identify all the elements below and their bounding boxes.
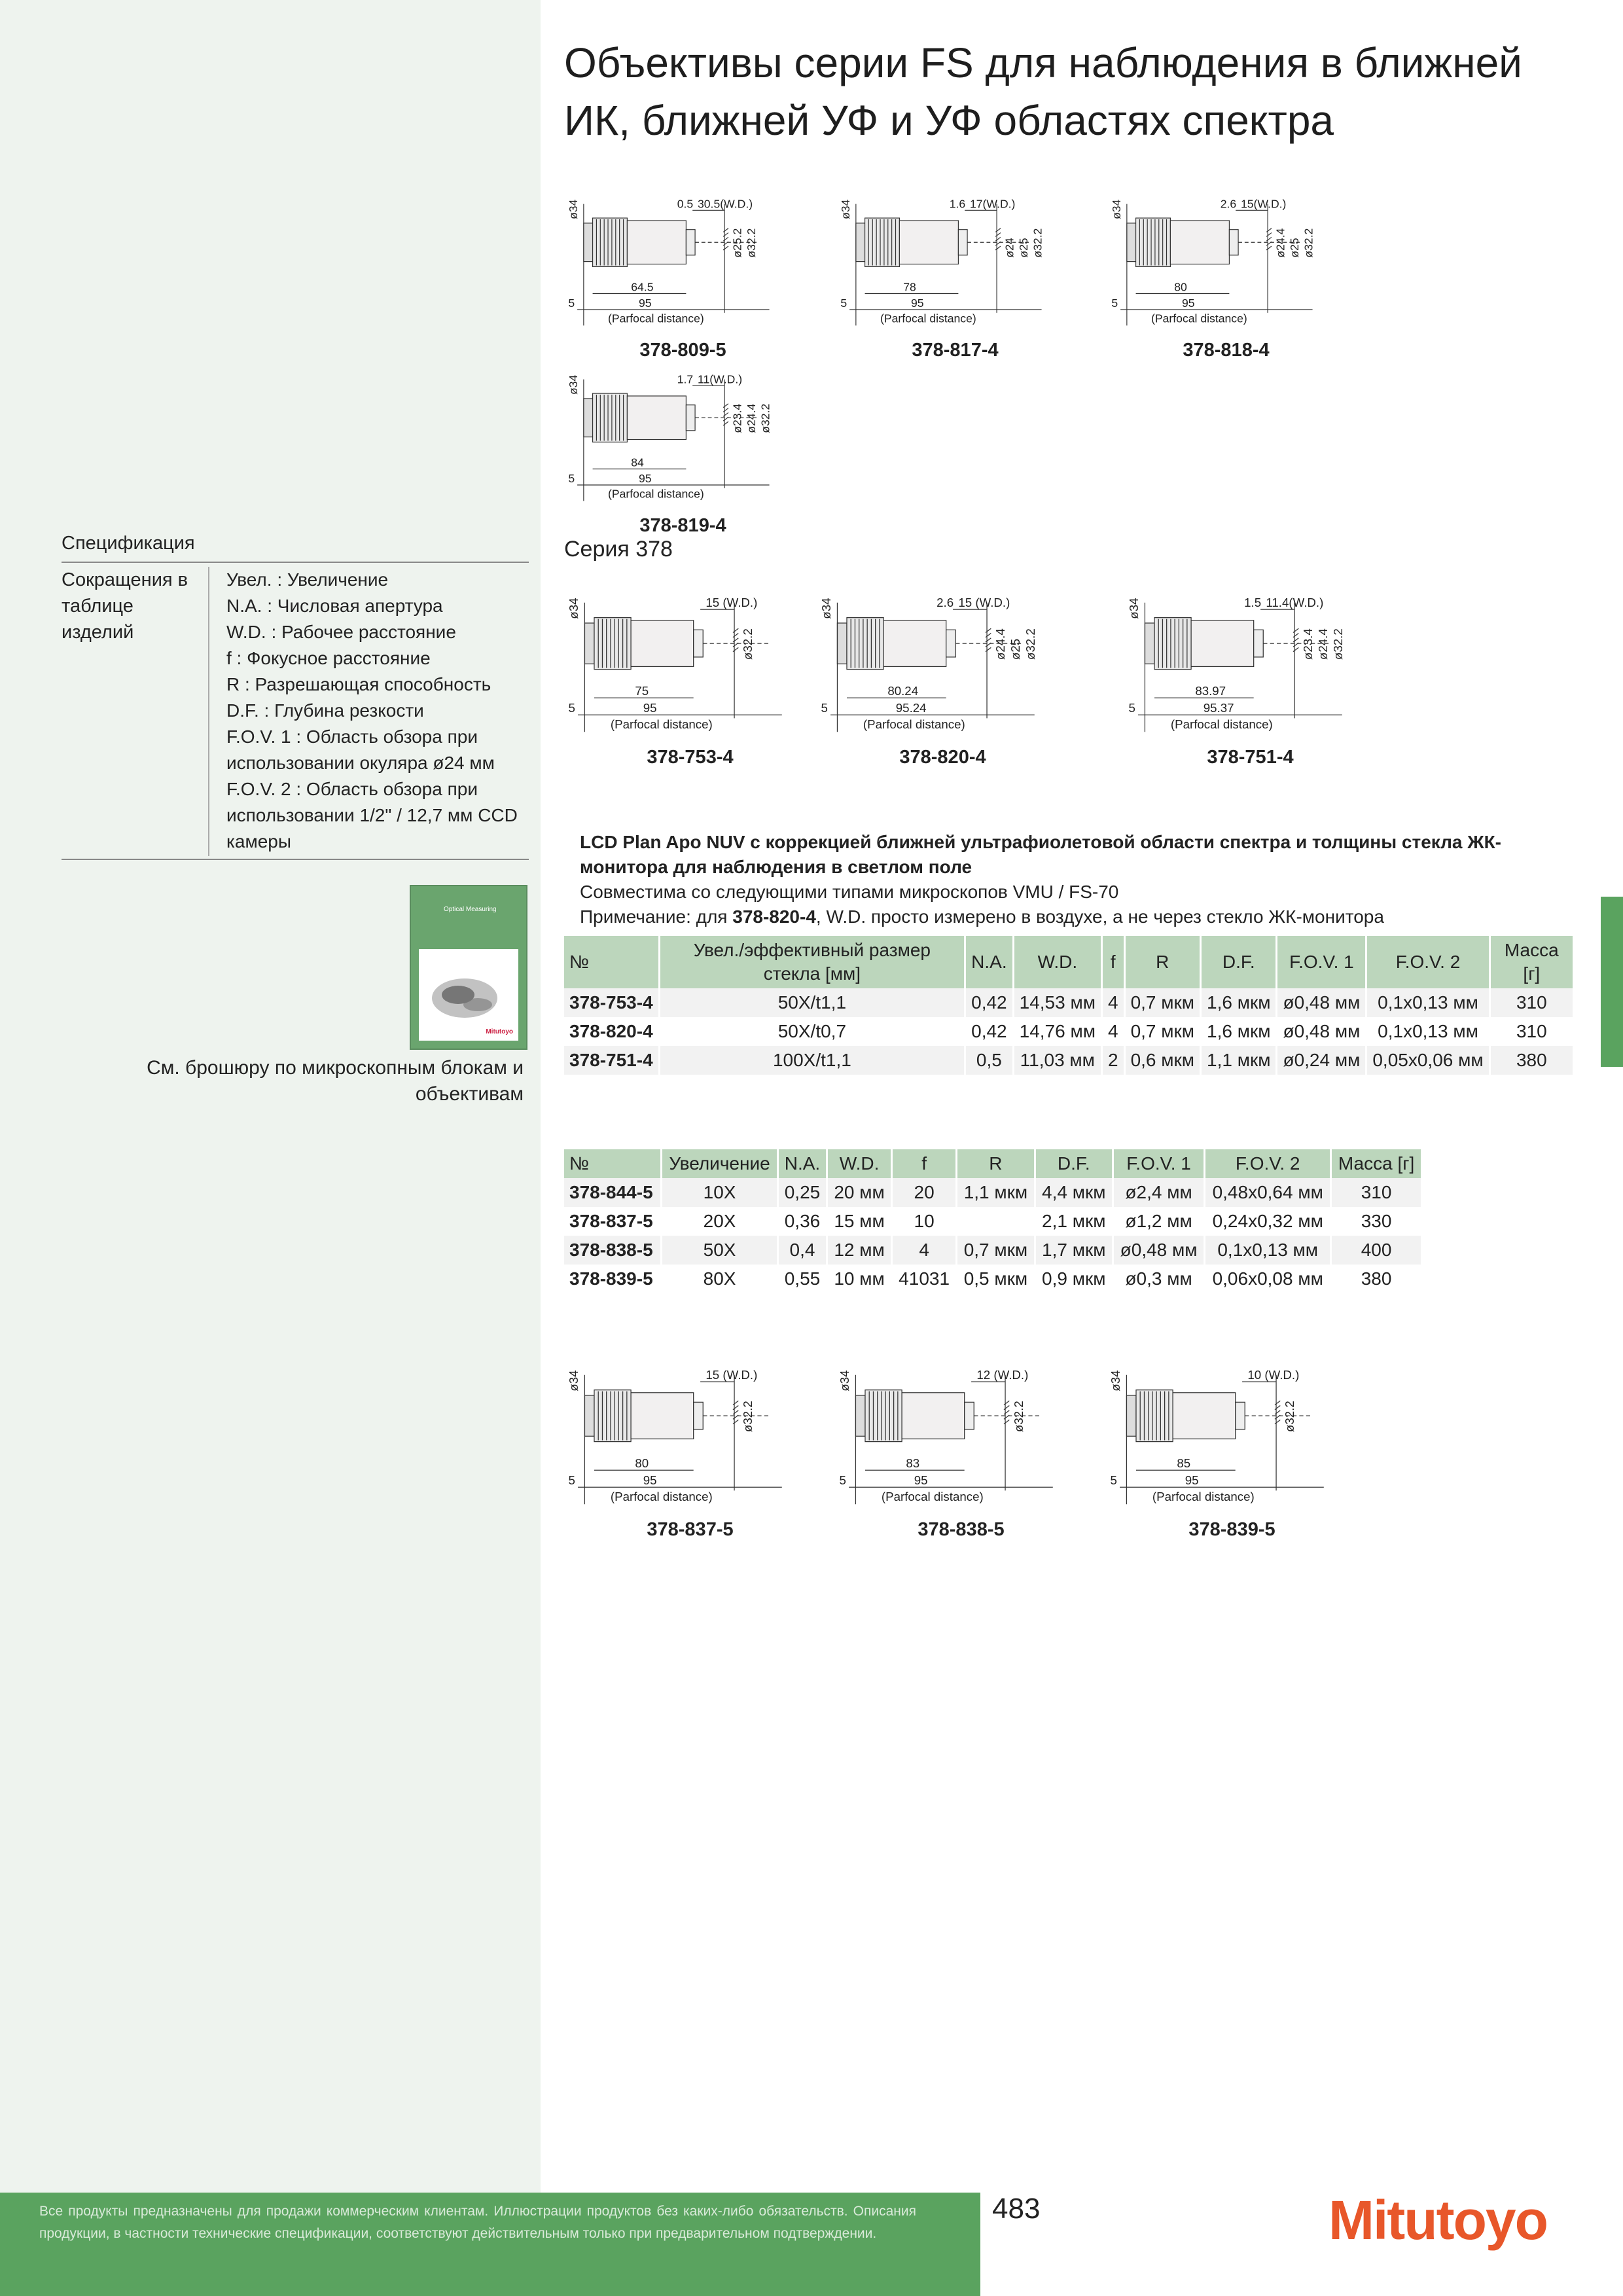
table-cell xyxy=(957,1207,1035,1236)
objective-model-label: 378-819-4 xyxy=(639,515,726,536)
notes-compat: Совместима со следующими типами микроскопов VMU / FS-70 xyxy=(580,882,1119,902)
inner-diameter-label: ø32.2 xyxy=(741,1401,755,1433)
objective-diagram xyxy=(836,191,1074,338)
working-distance-label: 15(W.D.) xyxy=(1241,197,1287,211)
inner-diameter-label: ø32.2 xyxy=(1031,228,1044,258)
table-cell: 378-820-4 xyxy=(564,1017,659,1046)
brochure-cover-title: Optical Measuring xyxy=(444,906,497,913)
table-cell: 378-839-5 xyxy=(564,1265,662,1293)
table-cell: 15 мм xyxy=(827,1207,892,1236)
objective-drawing xyxy=(1107,191,1345,338)
page-number: 483 xyxy=(992,2193,1041,2225)
inner-diameter-label: ø25 xyxy=(1017,238,1031,258)
table-cell: 380 xyxy=(1331,1265,1422,1293)
table-cell: 10 мм xyxy=(827,1265,892,1293)
inner-diameter-label: ø24.4 xyxy=(745,403,758,433)
parfocal-label: 95.37 xyxy=(1203,701,1234,715)
table-cell: 0,25 xyxy=(777,1178,827,1207)
shoulder-label: 5 xyxy=(821,701,828,715)
table-cell: 4,4 мкм xyxy=(1035,1178,1113,1207)
table-cell: 10 xyxy=(891,1207,956,1236)
inner-diameter-label: ø25 xyxy=(1008,638,1022,660)
table-cell: 0,1x0,13 мм xyxy=(1366,988,1489,1017)
diameter-label: ø34 xyxy=(1127,598,1141,619)
shoulder-label: 5 xyxy=(568,296,575,310)
table-cell: 4 xyxy=(1101,988,1124,1017)
length-label: 83.97 xyxy=(1195,684,1226,698)
notes-block xyxy=(580,830,1575,929)
table-cell: 0,4 xyxy=(777,1236,827,1265)
parfocal-distance-label: (Parfocal distance) xyxy=(610,717,713,732)
table-cell: 378-838-5 xyxy=(564,1236,662,1265)
footer-disclaimer: Все продукты предназначены для продажи коммерческим клиентам. Иллюстрации продуктов без каких-либо обязательств. Описания продукции, в частности технические спецификации, соответствуют действительным только при предварительном подтверждении. xyxy=(39,2204,916,2241)
objective-diagram xyxy=(1106,1361,1358,1518)
abbr-item: N.A. : Числовая апертура xyxy=(226,596,443,616)
objective-drawing xyxy=(1106,1361,1358,1518)
parfocal-distance-label: (Parfocal distance) xyxy=(1170,717,1273,732)
length-label: 84 xyxy=(631,456,644,469)
inner-diameter-label: ø32.2 xyxy=(758,403,772,433)
brochure-note: См. брошюру по микроскопным блокам и объективам xyxy=(147,1057,524,1105)
table-cell: ø0,3 мм xyxy=(1113,1265,1204,1293)
table-cell: 1,1 мкм xyxy=(957,1178,1035,1207)
shoulder-label: 5 xyxy=(1111,296,1118,310)
spec-divider xyxy=(62,562,529,563)
abbr-divider xyxy=(208,567,209,856)
objective-diagram xyxy=(1124,589,1376,745)
length-label: 75 xyxy=(635,684,649,698)
table-header-cell: Увеличение xyxy=(662,1149,778,1178)
offset-label: 2.6 xyxy=(936,596,954,610)
abbr-item: R : Разрешающая способность xyxy=(226,674,491,694)
spec-divider-bottom xyxy=(62,859,529,860)
table-cell: 0,1x0,13 мм xyxy=(1205,1236,1331,1265)
table-header-cell: f xyxy=(891,1149,956,1178)
notes-remark-post: , W.D. просто измерено в воздухе, а не через стекло ЖК-монитора xyxy=(815,906,1384,927)
table-cell: 0,9 мкм xyxy=(1035,1265,1113,1293)
length-label: 78 xyxy=(903,280,916,294)
objective-drawing xyxy=(817,589,1069,745)
objective-diagram xyxy=(564,1361,816,1518)
notes-remark xyxy=(580,905,1575,929)
table-cell: 378-751-4 xyxy=(564,1046,659,1075)
parfocal-distance-label: (Parfocal distance) xyxy=(610,1490,713,1504)
parfocal-distance-label: (Parfocal distance) xyxy=(608,487,704,501)
table-cell: 310 xyxy=(1489,1017,1573,1046)
table-cell: 1,6 мкм xyxy=(1201,988,1277,1017)
table-cell: 310 xyxy=(1331,1178,1422,1207)
table-cell: 100X/t1,1 xyxy=(659,1046,965,1075)
table-header-cell: F.O.V. 2 xyxy=(1366,936,1489,988)
table-cell: 50X/t1,1 xyxy=(659,988,965,1017)
parfocal-label: 95 xyxy=(643,1473,657,1488)
table-header-cell: R xyxy=(1124,936,1200,988)
parfocal-distance-label: (Parfocal distance) xyxy=(1151,312,1247,325)
parfocal-label: 95 xyxy=(914,1473,928,1488)
inner-diameter-label: ø32.2 xyxy=(1023,628,1037,660)
table-cell: 4 xyxy=(1101,1017,1124,1046)
offset-label: 1.7 xyxy=(677,372,694,386)
inner-diameter-label: ø24 xyxy=(1003,238,1016,258)
diameter-label: ø34 xyxy=(1109,1370,1123,1391)
abbr-item: W.D. : Рабочее расстояние xyxy=(226,622,456,642)
inner-diameter-label: ø32.2 xyxy=(1283,1401,1297,1433)
inner-diameter-label: ø23.4 xyxy=(1301,628,1315,660)
objective-drawing xyxy=(836,191,1074,338)
table-cell: ø0,48 мм xyxy=(1277,988,1366,1017)
objective-model-label: 378-839-5 xyxy=(1188,1519,1275,1540)
parfocal-label: 95 xyxy=(639,296,652,310)
shoulder-label: 5 xyxy=(568,701,575,715)
table-cell: 80X xyxy=(662,1265,778,1293)
shoulder-label: 5 xyxy=(1110,1473,1117,1488)
length-label: 80 xyxy=(1174,280,1187,294)
working-distance-label: 15 (W.D.) xyxy=(958,596,1010,610)
table-cell: ø1,2 мм xyxy=(1113,1207,1204,1236)
diameter-label: ø34 xyxy=(567,374,580,395)
inner-diameter-label: ø24.4 xyxy=(1315,628,1330,660)
table-cell: 0,42 xyxy=(965,988,1014,1017)
table-cell: 14,53 мм xyxy=(1013,988,1101,1017)
table-header-cell: N.A. xyxy=(965,936,1014,988)
working-distance-label: 10 (W.D.) xyxy=(1247,1368,1300,1382)
table-cell: ø0,24 мм xyxy=(1277,1046,1366,1075)
brochure-cover-image xyxy=(419,949,518,1041)
parfocal-distance-label: (Parfocal distance) xyxy=(880,312,976,325)
diameter-label: ø34 xyxy=(838,1370,852,1391)
parfocal-label: 95.24 xyxy=(895,701,927,715)
table-row xyxy=(564,1178,1422,1207)
table-cell: 20X xyxy=(662,1207,778,1236)
table-cell: 0,06x0,08 мм xyxy=(1205,1265,1331,1293)
brand-logo: Mitutoyo xyxy=(1329,2189,1547,2251)
table-cell: 20 мм xyxy=(827,1178,892,1207)
table-header-cell: Увел./эффективный размер стекла [мм] xyxy=(659,936,965,988)
abbr-label: Сокращения в таблице изделий xyxy=(62,569,188,643)
objective-drawing xyxy=(564,367,802,514)
page-title: Объективы серии FS для наблюдения в ближней ИК, ближней УФ и УФ областях спектра xyxy=(564,39,1522,144)
table-header-cell: F.O.V. 1 xyxy=(1113,1149,1204,1178)
table-cell: 378-753-4 xyxy=(564,988,659,1017)
objective-drawing xyxy=(1124,589,1376,745)
table-cell: 12 мм xyxy=(827,1236,892,1265)
table-header-cell: F.O.V. 2 xyxy=(1205,1149,1331,1178)
objective-model-label: 378-837-5 xyxy=(647,1519,734,1540)
objective-model-label: 378-751-4 xyxy=(1207,747,1294,768)
inner-diameter-label: ø24.4 xyxy=(993,628,1008,660)
spec-table-fs xyxy=(564,1149,1423,1293)
inner-diameter-label: ø32.2 xyxy=(741,628,755,660)
table-cell: 20 xyxy=(891,1178,956,1207)
working-distance-label: 15 (W.D.) xyxy=(705,596,758,610)
table-header-cell: W.D. xyxy=(827,1149,892,1178)
table-cell: 1,1 мкм xyxy=(1201,1046,1277,1075)
shoulder-label: 5 xyxy=(568,1473,575,1488)
length-label: 80 xyxy=(635,1456,649,1471)
inner-diameter-label: ø25 xyxy=(1288,238,1302,258)
parfocal-label: 95 xyxy=(1182,296,1195,310)
table-header-cell: f xyxy=(1101,936,1124,988)
offset-label: 1.6 xyxy=(949,197,966,211)
parfocal-label: 95 xyxy=(1185,1473,1199,1488)
abbr-list xyxy=(226,567,534,855)
table-cell: 0,7 мкм xyxy=(1124,988,1200,1017)
abbr-item: D.F. : Глубина резкости xyxy=(226,700,424,721)
table-cell: 0,55 xyxy=(777,1265,827,1293)
working-distance-label: 11.4(W.D.) xyxy=(1266,596,1324,610)
section-tab xyxy=(1601,897,1623,1067)
table-cell: 1,6 мкм xyxy=(1201,1017,1277,1046)
objective-model-label: 378-838-5 xyxy=(918,1519,1005,1540)
inner-diameter-label: ø24.4 xyxy=(1274,228,1287,258)
objective-diagram xyxy=(564,191,802,338)
table-cell: 0,05x0,06 мм xyxy=(1366,1046,1489,1075)
parfocal-distance-label: (Parfocal distance) xyxy=(1152,1490,1255,1504)
parfocal-distance-label: (Parfocal distance) xyxy=(863,717,965,732)
table-cell: 2,1 мкм xyxy=(1035,1207,1113,1236)
length-label: 80.24 xyxy=(887,684,919,698)
objective-model-label: 378-817-4 xyxy=(912,340,999,361)
working-distance-label: 15 (W.D.) xyxy=(705,1368,758,1382)
table-cell: 0,7 мкм xyxy=(957,1236,1035,1265)
table-row xyxy=(564,1046,1574,1075)
microscope-photo-icon xyxy=(419,949,518,1041)
table-cell: 0,48x0,64 мм xyxy=(1205,1178,1331,1207)
offset-label: 2.6 xyxy=(1220,197,1237,211)
table-cell: 0,1x0,13 мм xyxy=(1366,1017,1489,1046)
objective-model-label: 378-820-4 xyxy=(899,747,986,768)
diameter-label: ø34 xyxy=(1110,199,1124,220)
shoulder-label: 5 xyxy=(839,1473,846,1488)
objective-drawing xyxy=(564,1361,816,1518)
table-header-cell: № xyxy=(564,936,659,988)
abbr-item: F.O.V. 1 : Область обзора при использовании окуляра ø24 мм xyxy=(226,726,495,773)
table-cell: 11,03 мм xyxy=(1013,1046,1101,1075)
objective-diagram xyxy=(817,589,1069,745)
inner-diameter-label: ø23.4 xyxy=(730,403,744,433)
table-cell: 10X xyxy=(662,1178,778,1207)
table-cell: 0,7 мкм xyxy=(1124,1017,1200,1046)
table-row xyxy=(564,1017,1574,1046)
diameter-label: ø34 xyxy=(567,1370,581,1391)
table-cell: 0,24x0,32 мм xyxy=(1205,1207,1331,1236)
table-header-cell: F.O.V. 1 xyxy=(1277,936,1366,988)
notes-heading: LCD Plan Apo NUV с коррекцией ближней ультрафиолетовой области спектра и толщины стекла ЖК-монитора для наблюдения в светлом поле xyxy=(580,832,1501,877)
table-header-cell: D.F. xyxy=(1201,936,1277,988)
table-header-cell: D.F. xyxy=(1035,1149,1113,1178)
table-row xyxy=(564,988,1574,1017)
table-header-cell: Масса [г] xyxy=(1331,1149,1422,1178)
inner-diameter-label: ø32.2 xyxy=(1012,1401,1026,1433)
abbr-item: Увел. : Увеличение xyxy=(226,569,389,590)
table-cell: 378-837-5 xyxy=(564,1207,662,1236)
table-cell: 380 xyxy=(1489,1046,1573,1075)
table-header-cell: R xyxy=(957,1149,1035,1178)
objective-model-label: 378-809-5 xyxy=(639,340,726,361)
parfocal-distance-label: (Parfocal distance) xyxy=(608,312,704,325)
table-cell: 2 xyxy=(1101,1046,1124,1075)
working-distance-label: 11(W.D.) xyxy=(698,372,743,386)
table-cell: 50X xyxy=(662,1236,778,1265)
objective-drawing xyxy=(564,191,802,338)
inner-diameter-label: ø32.2 xyxy=(1302,228,1315,258)
inner-diameter-label: ø32.2 xyxy=(745,228,758,258)
table-cell: 0,42 xyxy=(965,1017,1014,1046)
table-header-cell: Масса [г] xyxy=(1489,936,1573,988)
objective-diagram xyxy=(564,367,802,514)
inner-diameter-label: ø32.2 xyxy=(1330,628,1345,660)
diameter-label: ø34 xyxy=(819,598,834,619)
shoulder-label: 5 xyxy=(568,472,575,486)
parfocal-distance-label: (Parfocal distance) xyxy=(881,1490,984,1504)
working-distance-label: 12 (W.D.) xyxy=(976,1368,1029,1382)
length-label: 64.5 xyxy=(631,280,654,294)
length-label: 83 xyxy=(906,1456,920,1471)
diameter-label: ø34 xyxy=(839,199,853,220)
offset-label: 0.5 xyxy=(677,197,694,211)
table-cell: 4 xyxy=(891,1236,956,1265)
parfocal-label: 95 xyxy=(911,296,924,310)
objective-drawing xyxy=(564,589,816,745)
notes-remark-num: 378-820-4 xyxy=(732,906,816,927)
objective-drawing xyxy=(835,1361,1087,1518)
offset-label: 1.5 xyxy=(1244,596,1262,610)
working-distance-label: 17(W.D.) xyxy=(970,197,1016,211)
table-row xyxy=(564,1236,1422,1265)
table-row xyxy=(564,1265,1422,1293)
inner-diameter-label: ø25.2 xyxy=(730,228,744,258)
diameter-label: ø34 xyxy=(567,199,580,220)
length-label: 85 xyxy=(1177,1456,1191,1471)
brochure-cover[interactable] xyxy=(410,885,527,1050)
table-header-cell: № xyxy=(564,1149,662,1178)
series-label: Серия 378 xyxy=(564,537,673,562)
table-cell: ø0,48 мм xyxy=(1113,1236,1204,1265)
spec-table-378 xyxy=(564,936,1575,1075)
objective-diagram xyxy=(564,589,816,745)
table-cell: 0,6 мкм xyxy=(1124,1046,1200,1075)
table-cell: 0,36 xyxy=(777,1207,827,1236)
table-cell: ø2,4 мм xyxy=(1113,1178,1204,1207)
table-cell: 330 xyxy=(1331,1207,1422,1236)
objective-diagram xyxy=(1107,191,1345,338)
diameter-label: ø34 xyxy=(567,598,581,619)
shoulder-label: 5 xyxy=(840,296,847,310)
table-cell: 0,5 мкм xyxy=(957,1265,1035,1293)
table-cell: 1,7 мкм xyxy=(1035,1236,1113,1265)
spec-heading: Спецификация xyxy=(62,533,195,554)
table-row xyxy=(564,1207,1422,1236)
table-cell: 14,76 мм xyxy=(1013,1017,1101,1046)
working-distance-label: 30.5(W.D.) xyxy=(698,197,753,211)
table-cell: 0,5 xyxy=(965,1046,1014,1075)
table-cell: 41031 xyxy=(891,1265,956,1293)
table-header-cell: N.A. xyxy=(777,1149,827,1178)
table-header-cell: W.D. xyxy=(1013,936,1101,988)
objective-model-label: 378-753-4 xyxy=(647,747,734,768)
brochure-cover-logo: Mitutoyo xyxy=(486,1028,513,1035)
table-cell: ø0,48 мм xyxy=(1277,1017,1366,1046)
parfocal-label: 95 xyxy=(639,472,652,486)
parfocal-label: 95 xyxy=(643,701,657,715)
objective-diagram xyxy=(835,1361,1087,1518)
table-cell: 50X/t0,7 xyxy=(659,1017,965,1046)
objective-model-label: 378-818-4 xyxy=(1183,340,1270,361)
abbr-item: F.O.V. 2 : Область обзора при использовании 1/2" / 12,7 мм CCD камеры xyxy=(226,779,518,852)
table-cell: 310 xyxy=(1489,988,1573,1017)
abbr-item: f : Фокусное расстояние xyxy=(226,648,431,668)
table-cell: 400 xyxy=(1331,1236,1422,1265)
table-cell: 378-844-5 xyxy=(564,1178,662,1207)
notes-remark-pre: Примечание: для xyxy=(580,906,733,927)
shoulder-label: 5 xyxy=(1128,701,1135,715)
